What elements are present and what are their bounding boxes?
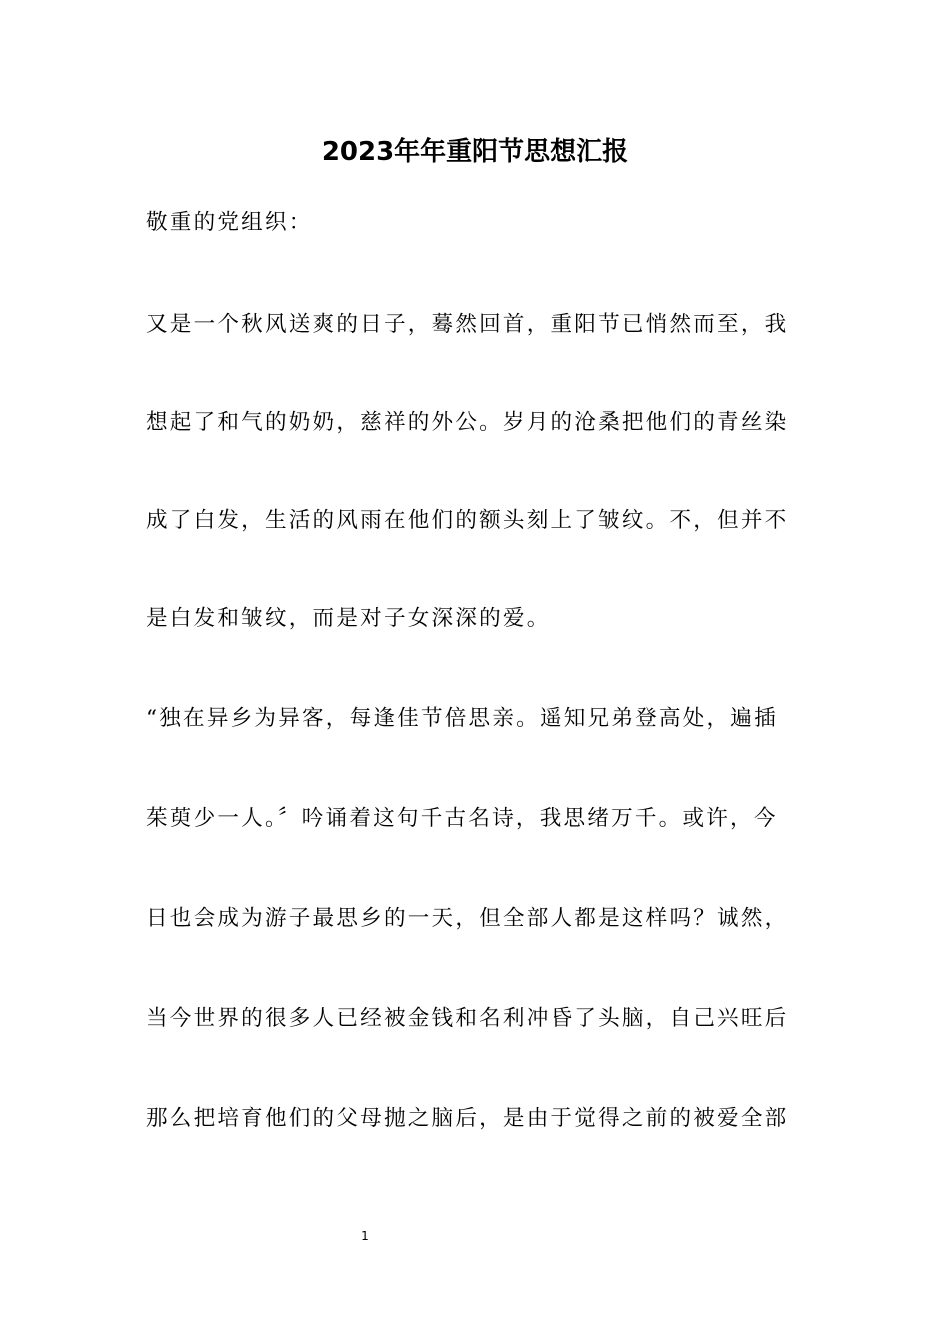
body-line: 当今世界的很多人已经被金钱和名利冲昏了头脑，自己兴旺后 <box>146 1006 789 1031</box>
page-number: 1 <box>361 1229 369 1243</box>
body-line: 是白发和皱纹，而是对子女深深的爱。 <box>146 606 551 631</box>
body-line: “独在异乡为异客，每逢佳节倍思亲。遥知兄弟登高处，遍插 <box>146 706 778 731</box>
document-title: 2023年年重阳节思想汇报 <box>321 137 629 167</box>
body-line: 日也会成为游子最思乡的一天，但全部人都是这样吗？诚然， <box>146 906 789 931</box>
body-line: 那么把培育他们的父母抛之脑后，是由于觉得之前的被爱全部 <box>146 1106 789 1131</box>
body-line: 茱萸少一人。〞吟诵着这句千古名诗，我思绪万千。或许，今 <box>146 806 778 831</box>
body-line: 成了白发，生活的风雨在他们的额头刻上了皱纹。不，但并不 <box>146 508 789 533</box>
salutation: 敬重的党组织： <box>146 210 313 235</box>
body-line: 又是一个秋风送爽的日子，蓦然回首，重阳节已悄然而至，我 <box>146 312 789 337</box>
body-line: 想起了和气的奶奶，慈祥的外公。岁月的沧桑把他们的青丝染 <box>146 410 789 435</box>
